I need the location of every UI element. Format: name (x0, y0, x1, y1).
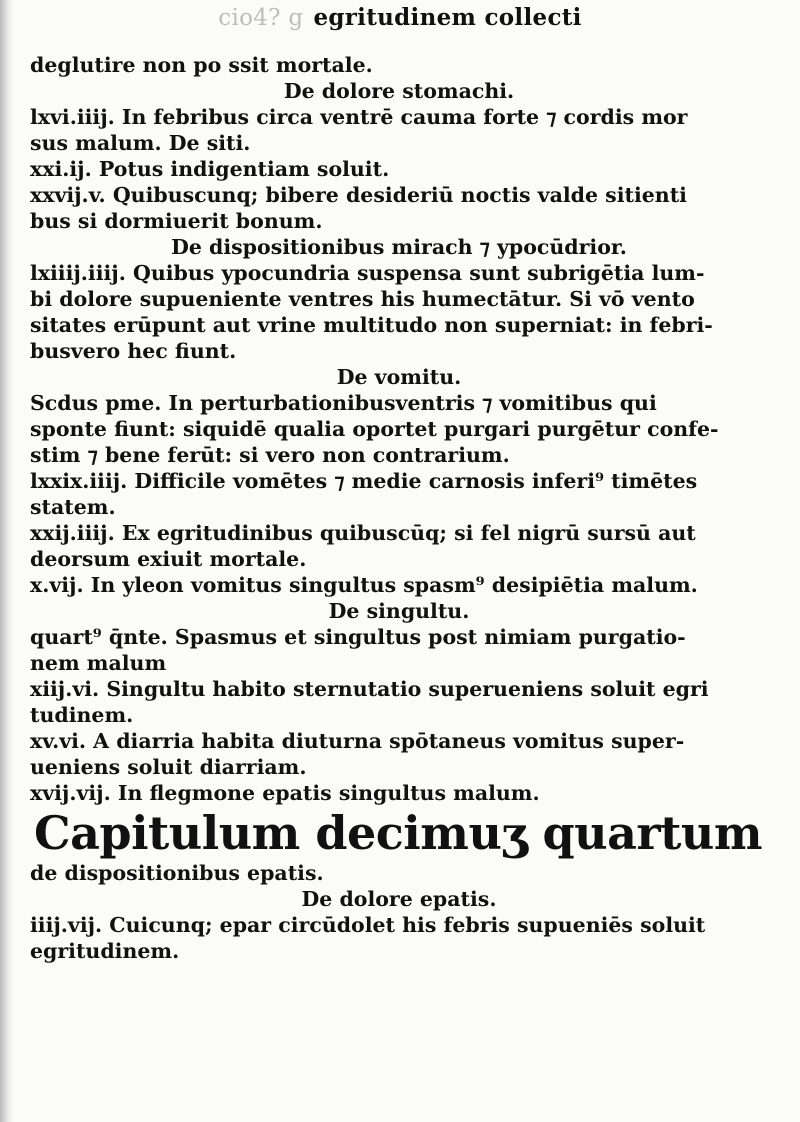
body-text (30, 52, 768, 964)
section-rubric: De dolore stomachi. (283, 79, 515, 103)
text-line: xxij.iiij. Ex egritudinibus quibuscūq; si fel nigrū sursū aut (30, 521, 696, 545)
text-line: lxxix.iiij. Difficile vomētes ⁊ medie carnosis inferi⁹ timētes (30, 469, 698, 493)
text-block-after-heading (30, 860, 768, 964)
text-line: quart⁹ q̄nte. Spasmus et singultus post nimiam purgatio- (30, 625, 686, 649)
text-line: bi dolore supueniente ventres his humectātur. Si vō vento (30, 287, 695, 311)
text-line: de dispositionibus epatis. (30, 861, 324, 885)
text-line: Scdus pme. In perturbationibusventris ⁊ vomitibus qui (30, 391, 657, 415)
text-line: iiij.vij. Cuicunq; epar circūdolet his febris supueniēs soluit (30, 913, 706, 937)
running-head (0, 4, 800, 31)
text-line: xxvij.v. Quibuscunq; bibere desideriū noctis valde sitienti (30, 183, 687, 207)
text-line: busvero hec fiunt. (30, 339, 237, 363)
text-line: lxvi.iiij. In febribus circa ventrē cauma forte ⁊ cordis mor (30, 105, 688, 129)
text-line: lxiiij.iiij. Quibus ypocundria suspensa sunt subrigētia lum- (30, 261, 705, 285)
section-rubric: De dolore epatis. (301, 887, 497, 911)
text-line: xxi.ij. Potus indigentiam soluit. (30, 157, 390, 181)
section-rubric: De vomitu. (336, 365, 462, 389)
text-block (30, 52, 768, 806)
text-line: tudinem. (30, 703, 134, 727)
text-line: sitates erūpunt aut vrine multitudo non superniat: in febri- (30, 313, 713, 337)
text-line: sus malum. De siti. (30, 131, 251, 155)
text-line: x.vij. In yleon vomitus singultus spasm⁹ desipiētia malum. (30, 573, 698, 597)
text-line: xiij.vi. Singultu habito sternutatio superueniens soluit egri (30, 677, 709, 701)
text-line: egritudinem. (30, 939, 180, 963)
text-line: statem. (30, 495, 116, 519)
text-line: ueniens soluit diarriam. (30, 755, 307, 779)
page-gutter-shadow (0, 0, 14, 1122)
bleed-through-text: cio4? g (218, 5, 304, 31)
text-line: sponte fiunt: siquidē qualia oportet purgari purgētur confe- (30, 417, 719, 441)
text-line: deglutire non po ssit mortale. (30, 53, 373, 77)
section-rubric: De singultu. (328, 599, 470, 623)
text-line: deorsum exiuit mortale. (30, 547, 307, 571)
text-line: stim ⁊ bene ferūt: si vero non contrarium. (30, 443, 510, 467)
text-line: xv.vi. A diarria habita diuturna spōtaneus vomitus super- (30, 729, 685, 753)
text-line: nem malum (30, 651, 167, 675)
section-rubric: De dispositionibus mirach ⁊ ypocūdrior. (171, 235, 627, 259)
text-line: bus si dormiuerit bonum. (30, 209, 323, 233)
text-line: xvij.vij. In flegmone epatis singultus malum. (30, 781, 540, 805)
chapter-heading: Capitulum decimuʒ quartum (34, 806, 763, 860)
running-head-title: egritudinem collecti (313, 4, 582, 31)
